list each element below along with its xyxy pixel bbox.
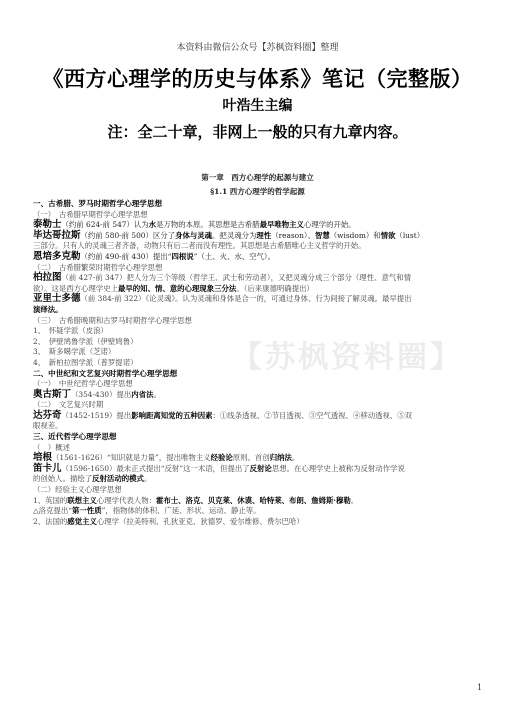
list-item-stoic: 3、 斯多噶学派（芝诺）	[33, 347, 116, 357]
heading-modern: 三、近代哲学心理学思想	[33, 432, 117, 442]
paragraph-davinci: 达芬奇（1452-1519）提出影响距离知觉的五种因素：①线条透视、②节目透视、③空气透视、④移动透视、⑤双	[33, 409, 413, 421]
editor-line: 叶浩生主编	[222, 98, 293, 114]
subheading-prosperous-greek: （二） 古希腊繁荣时期哲学心理学思想	[33, 262, 163, 272]
watermark: 【苏枫资料圈】	[232, 340, 463, 375]
paragraph-pythagoras-cont: 三部分。只有人的灵魂三者齐备，动物只有后二者而没有理性。其思想是古希腊唯心主义哲学的开始。	[33, 241, 366, 251]
paragraph-davinci-cont: 眼视差。	[33, 421, 63, 431]
subheading-late-greek-rome: （三） 古希腊晚期和古罗马时期哲学心理学思想	[33, 315, 192, 325]
paragraph-bacon: 培根（1561-1626）“知识就是力量”，提出唯物主义经验论原则。首创归纳法。	[33, 452, 300, 464]
paragraph-plato-cont: 欲）。这是西方心理学史上最早的知、情、意的心理现象三分法。（后来康德明确提出）	[33, 283, 314, 293]
note-line: 注：全二十章，非网上一般的只有九章内容。	[107, 123, 408, 141]
heading-medieval: 二、中世纪和文艺复兴时期哲学心理学思想	[33, 368, 178, 378]
paragraph-pythagoras: 毕达哥拉斯（约前 580-前 500）区分了身体与灵魂。把灵魂分为理性（reason）、智慧（wisdom）和情欲（lust）	[33, 229, 425, 241]
paragraph-sensationalism: 2、法国的感觉主义心理学（拉美特利、孔狄亚克、狄德罗、爱尔维修、费尔巴哈）	[33, 516, 304, 526]
paragraph-descartes: 笛卡儿（1596-1650）最未正式提出“反射”这一术语，但提出了反射论思想。在心理学史上被称为反射动作学说	[33, 462, 405, 474]
section-heading: §1.1 西方心理学的哲学起源	[210, 187, 305, 196]
list-item-epicurean: 2、 伊壁鸠鲁学派（伊壁鸠鲁）	[33, 336, 138, 346]
subheading-empiricism: （二）经验主义心理学思想	[33, 485, 122, 495]
paragraph-locke: △洛克提出“第一性质”，指物体的体积、广延、形状、运动、静止等。	[33, 506, 261, 516]
paragraph-descartes-cont: 的创始人。描绘了反射活动的模式。	[33, 474, 152, 484]
subheading-early-greek: （一） 古希腊早期哲学心理学思想	[33, 209, 148, 219]
paragraph-associationism: 1、英国的联想主义心理学代表人物：霍布士、洛克、贝克莱、休谟、哈特莱、布朗、詹姆斯·穆勒。	[33, 495, 359, 505]
body-text	[33, 199, 485, 527]
paragraph-thales: 泰勒士（约前 624-前 547）认为水是万物的本原。其思想是古希腊最早唯物主义心理学的开始。	[33, 219, 356, 231]
list-item-skeptic: 1、 怀疑学派（皮浪）	[33, 326, 108, 336]
heading-ancient: 一、古希腊、罗马时期哲学心理学思想	[33, 199, 163, 208]
paragraph-aristotle-cont: 演绎法。	[33, 304, 63, 314]
chapter-heading: 第一章 西方心理学的起源与建立	[201, 173, 314, 182]
subheading-medieval: （一） 中世纪哲学心理学思想	[33, 379, 133, 389]
subheading-overview: （ ）概述	[33, 442, 70, 452]
document-title: 《西方心理学的历史与体系》笔记（完整版）	[42, 66, 473, 91]
paragraph-augustine: 奥古斯丁（354-430）提出内省法。	[33, 388, 161, 400]
page-header: 本资料由微信公众号【苏枫资料圈】整理	[176, 43, 339, 53]
paragraph-aristotle: 亚里士多德（前 384-前 322）《论灵魂》。认为灵魂和身体是合一的，可通过身体、行为间接了解灵魂。最早提出	[33, 293, 412, 305]
page-number: 1	[477, 683, 483, 692]
subheading-renaissance: （二） 文艺复兴时期	[33, 400, 104, 410]
paragraph-empedocles: 恩培多克勒（约前 490-前 430）提出“四根说”（土、火、水、空气）。	[33, 250, 276, 262]
paragraph-plato: 柏拉图（前 427-前 347）把人分为三个等级（哲学王、武士和劳动者），又把灵魂分成三个部分（理性、意气和情	[33, 272, 412, 284]
list-item-neoplatonic: 4、 新柏拉图学派（普罗提诺）	[33, 357, 138, 367]
